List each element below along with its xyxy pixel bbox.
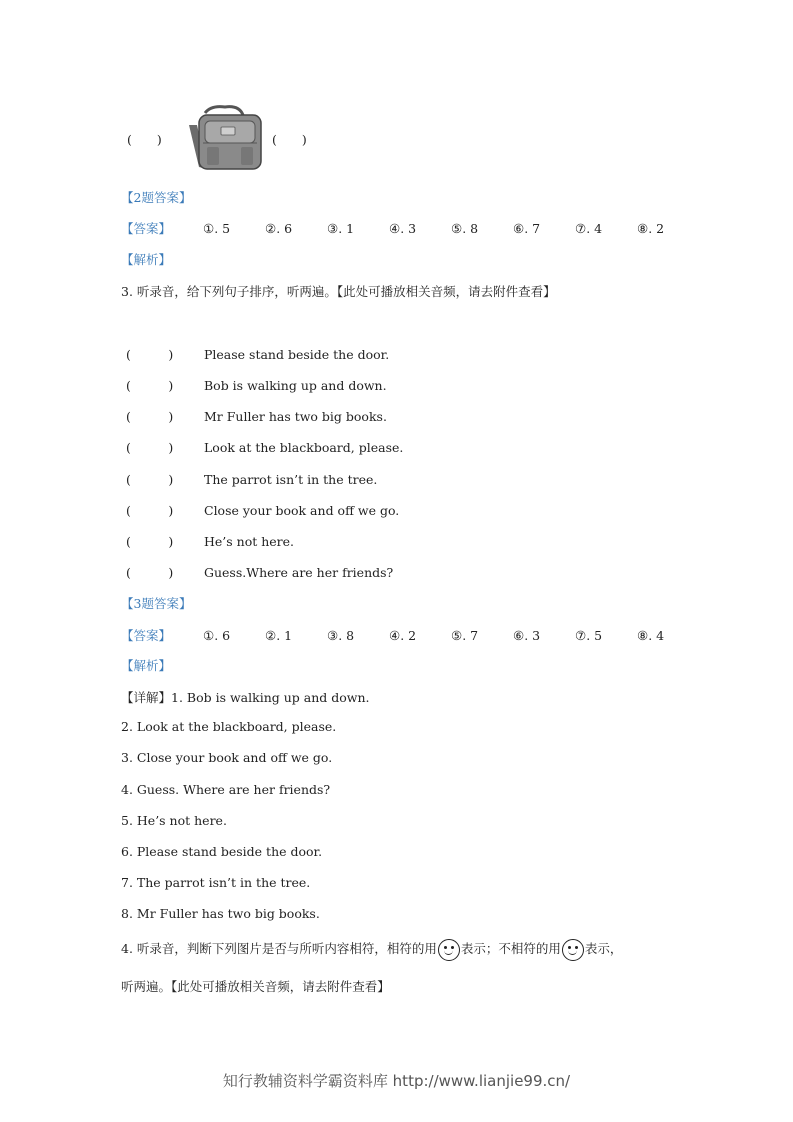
q4-title bbox=[121, 937, 622, 961]
answer-item: ④. 3 bbox=[389, 221, 417, 236]
q3-analysis-label: 【解析】 bbox=[121, 658, 172, 673]
answer-blank: ( ) bbox=[126, 565, 174, 580]
answer-item: ③. 8 bbox=[327, 628, 355, 643]
q2-top-row bbox=[127, 130, 162, 148]
sentence-text: Bob is walking up and down. bbox=[204, 378, 387, 393]
answer-item: ⑥. 3 bbox=[513, 628, 541, 643]
detail-line: 8. Mr Fuller has two big books. bbox=[121, 906, 320, 921]
answer-item: ⑤. 8 bbox=[451, 221, 479, 236]
sentence-text: Look at the blackboard, please. bbox=[204, 440, 404, 455]
list-item bbox=[126, 376, 387, 394]
smiley-icon bbox=[562, 939, 584, 961]
schoolbag-icon bbox=[183, 103, 267, 173]
q4-text: 表示， bbox=[584, 941, 623, 956]
answer-item: ②. 6 bbox=[265, 221, 293, 236]
smiley-icon bbox=[438, 939, 460, 961]
answer-item: ⑤. 7 bbox=[451, 628, 479, 643]
list-item bbox=[126, 470, 377, 488]
detail-line: 7. The parrot isn’t in the tree. bbox=[121, 875, 311, 890]
detail-line: 6. Please stand beside the door. bbox=[121, 844, 323, 859]
list-item bbox=[126, 438, 403, 456]
detail-line: 5. He’s not here. bbox=[121, 813, 227, 828]
q2-answer-row bbox=[121, 219, 699, 237]
answer-item: ⑧. 4 bbox=[637, 628, 665, 643]
answer-item: ①. 5 bbox=[203, 221, 231, 236]
sentence-text: The parrot isn’t in the tree. bbox=[204, 472, 378, 487]
q2-answer-header: 【2题答案】 bbox=[121, 190, 192, 205]
detail-line: 【详解】1. Bob is walking up and down. bbox=[121, 690, 370, 705]
list-item bbox=[126, 563, 393, 581]
answer-label: 【答案】 bbox=[121, 221, 172, 236]
q3-answer-row bbox=[121, 626, 699, 644]
answer-label: 【答案】 bbox=[121, 628, 172, 643]
answer-item: ⑧. 2 bbox=[637, 221, 665, 236]
detail-line: 2. Look at the blackboard, please. bbox=[121, 719, 337, 734]
list-item bbox=[126, 532, 294, 550]
answer-blank: ( ) bbox=[126, 409, 174, 424]
sentence-text: Close your book and off we go. bbox=[204, 503, 400, 518]
answer-item: ①. 6 bbox=[203, 628, 231, 643]
answer-blank: ( ) bbox=[126, 472, 174, 487]
q4-text: 4. 听录音，判断下列图片是否与所听内容相符，相符的用 bbox=[121, 941, 437, 956]
answer-item: ④. 2 bbox=[389, 628, 417, 643]
detail-line: 4. Guess. Where are her friends? bbox=[121, 782, 331, 797]
answer-item: ②. 1 bbox=[265, 628, 293, 643]
answer-blank: ( ) bbox=[126, 378, 174, 393]
q4-line2: 听两遍。【此处可播放相关音频，请去附件查看】 bbox=[121, 979, 390, 994]
answer-blank: ( ) bbox=[126, 440, 174, 455]
answer-item: ③. 1 bbox=[327, 221, 355, 236]
answer-blank: ( ) bbox=[127, 132, 162, 147]
q3-title: 3. 听录音，给下列句子排序，听两遍。【此处可播放相关音频，请去附件查看】 bbox=[121, 284, 556, 299]
answer-blank: ( ) bbox=[126, 534, 174, 549]
answer-item: ⑥. 7 bbox=[513, 221, 541, 236]
sentence-text: He’s not here. bbox=[204, 534, 295, 549]
footer-watermark: 知行教辅资料学霸资料库 http://www.lianjie99.cn/ bbox=[222, 1072, 571, 1090]
q4-text: 表示；不相符的用 bbox=[460, 941, 561, 956]
sentence-text: Please stand beside the door. bbox=[204, 347, 390, 362]
q2-analysis-label: 【解析】 bbox=[121, 252, 172, 267]
answer-item: ⑦. 4 bbox=[575, 221, 603, 236]
list-item bbox=[126, 501, 399, 519]
answer-blank: ( ) bbox=[272, 132, 307, 147]
sentence-text: Guess.Where are her friends? bbox=[204, 565, 394, 580]
detail-line: 3. Close your book and off we go. bbox=[121, 750, 333, 765]
list-item bbox=[126, 407, 387, 425]
list-item bbox=[126, 345, 389, 363]
sentence-text: Mr Fuller has two big books. bbox=[204, 409, 387, 424]
answer-item: ⑦. 5 bbox=[575, 628, 603, 643]
q3-answer-header: 【3题答案】 bbox=[121, 596, 192, 611]
answer-blank: ( ) bbox=[126, 503, 174, 518]
answer-blank: ( ) bbox=[126, 347, 174, 362]
